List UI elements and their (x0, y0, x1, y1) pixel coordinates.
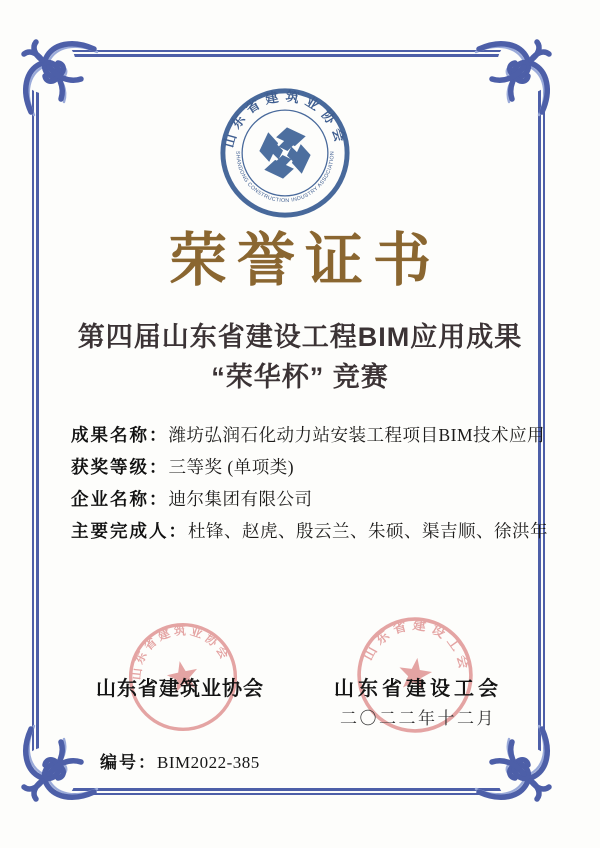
field-value: 迪尔集团有限公司 (168, 489, 313, 509)
seal-arc-text: 山东省建设工会 (360, 616, 474, 675)
issuer-right-name: 山东省建设工会 (334, 678, 502, 700)
award-fields (71, 419, 551, 547)
seal-arc-text: 山东省建筑业协会 (128, 623, 234, 681)
serial-number-row (100, 748, 260, 773)
competition-title (40, 317, 560, 397)
competition-title-line2: “荣华杯” 竞赛 (211, 362, 389, 392)
corner-ornament-bottom-right (473, 723, 553, 803)
corner-ornament-top-right (473, 38, 553, 118)
field-award-grade (71, 451, 551, 483)
corner-ornament-top-left (20, 38, 100, 118)
svg-text:山东省建设工会 (359, 609, 480, 677)
issue-date: 二〇二二年十二月 (340, 709, 496, 728)
serial-value: BIM2022-385 (157, 753, 260, 772)
field-achievement-name (71, 419, 551, 451)
field-label: 企业名称： (71, 489, 169, 509)
corner-ornament-bottom-left (20, 723, 100, 803)
logo-org-name-cn: 山东省建筑业协会 (220, 88, 350, 150)
field-main-contributors (71, 515, 551, 547)
field-label: 主要完成人： (71, 521, 188, 541)
field-label: 获奖等级： (71, 457, 169, 477)
logo-org-name-en: SHANDONG CONSTRUCTION INDUSTRY ASSOCIATION (234, 150, 336, 205)
serial-label: 编号： (100, 753, 157, 772)
field-label: 成果名称： (71, 425, 169, 445)
association-logo (216, 84, 354, 222)
competition-title-line1: 第四届山东省建设工程BIM应用成果 (77, 322, 523, 352)
field-value: 杜锋、赵虎、殷云兰、朱硕、渠吉顺、徐洪年 (188, 521, 548, 541)
certificate-title: 荣誉证书 (168, 228, 441, 293)
logo-emblem-icon (259, 127, 310, 178)
field-company-name (71, 483, 551, 515)
field-value: 三等奖 (单项类) (168, 457, 295, 477)
issuer-left-name: 山东省建筑业协会 (96, 678, 264, 700)
field-value: 潍坊弘润石化动力站安装工程项目BIM技术应用 (168, 425, 546, 445)
